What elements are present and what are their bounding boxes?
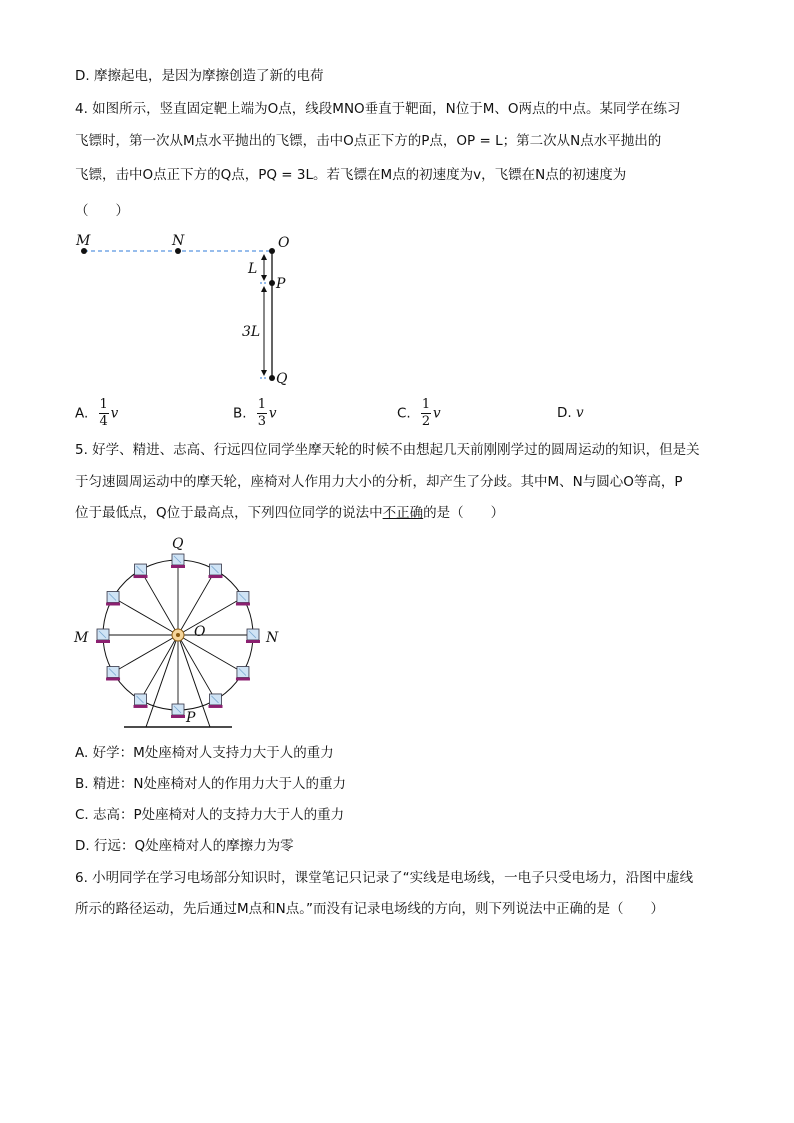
underlined-word: 不正确 [382, 505, 424, 521]
wheel-cabin-base [171, 715, 185, 718]
q5-stem-line-1: 5. 好学、精进、志高、行远四位同学坐摩天轮的时候不由想起几天前刚刚学过的圆周运动的知识，但是关 [75, 442, 700, 458]
wheel-cabin-base [236, 678, 250, 681]
q4-option-d[interactable]: D. v [557, 405, 584, 421]
q5-ferris-wheel-figure [72, 532, 279, 732]
fraction: $\frac{1}{2}$ [421, 397, 431, 429]
q5-label-m: M [74, 630, 89, 646]
q5-stem-line-2: 于匀速圆周运动中的摩天轮，座椅对人作用力大小的分析，却产生了分歧。其中M、N与圆心O等高，P [75, 474, 683, 490]
q4-option-c[interactable]: C. $\frac{1}{2}$ v [397, 397, 441, 429]
q4-label-3l: 3L [242, 324, 261, 340]
q4-point-p [269, 280, 275, 286]
wheel-cabin-base [106, 678, 120, 681]
q4-figure [70, 228, 310, 388]
wheel-cabin-base [134, 575, 148, 578]
q4-label-n: N [172, 233, 185, 249]
q4-option-b[interactable]: B. $\frac{1}{3}$ v [233, 397, 277, 429]
wheel-cabin-base [209, 705, 223, 708]
q6-stem-line-1: 6. 小明同学在学习电场部分知识时，课堂笔记只记录了“实线是电场线，一电子只受电场力，沿图中虚线 [75, 870, 694, 886]
wheel-cabin-base [209, 575, 223, 578]
q4-answer-bracket: （ ） [75, 203, 129, 219]
wheel-cabin-base [96, 640, 110, 643]
wheel-cabin-base [236, 603, 250, 606]
q5-label-q: Q [172, 536, 184, 552]
wheel-spoke [113, 635, 178, 673]
q4-label-l: L [248, 261, 258, 277]
q4-point-q [269, 375, 275, 381]
q5-label-o: O [194, 624, 206, 640]
q5-option-b[interactable]: B. 精进：N处座椅对人的作用力大于人的重力 [75, 776, 346, 792]
q5-stem-line-3: 位于最低点，Q位于最高点，下列四位同学的说法中不正确的是（ ） [75, 505, 505, 521]
q5-option-c[interactable]: C. 志高：P处座椅对人的支持力大于人的重力 [75, 807, 345, 823]
q5-label-p: P [186, 710, 196, 726]
q6-stem-line-2: 所示的路径运动，先后通过M点和N点。”而没有记录电场线的方向，则下列说法中正确的是（ ） [75, 901, 664, 917]
wheel-cabin-base [106, 603, 120, 606]
q3-option-d: D. 摩擦起电，是因为摩擦创造了新的电荷 [75, 68, 324, 84]
q5-option-a[interactable]: A. 好学：M处座椅对人支持力大于人的重力 [75, 745, 334, 761]
wheel-cabin-base [134, 705, 148, 708]
q4-stem-line-2: 飞镖时，第一次从M点水平抛出的飞镖，击中O点正下方的P点，OP = L；第二次从N点水平抛出的 [75, 133, 662, 149]
wheel-spoke [141, 570, 179, 635]
q4-label-q: Q [276, 371, 288, 387]
wheel-cabin-base [246, 640, 260, 643]
q4-stem-line-3: 飞镖，击中O点正下方的Q点，PQ = 3L。若飞镖在M点的初速度为v，飞镖在N点的初速度为 [75, 167, 627, 183]
wheel-cabin-base [171, 565, 185, 568]
q5-option-d[interactable]: D. 行远：Q处座椅对人的摩擦力为零 [75, 838, 294, 854]
q4-label-p: P [276, 276, 286, 292]
q4-label-o: O [278, 235, 290, 251]
fraction: $\frac{1}{3}$ [257, 397, 266, 429]
wheel-spoke [178, 635, 243, 673]
wheel-spoke [178, 598, 243, 636]
fraction: $\frac{1}{4}$ [99, 397, 108, 429]
wheel-spoke [113, 598, 178, 636]
q4-label-m: M [76, 233, 91, 249]
q5-label-n: N [266, 630, 279, 646]
q4-stem-line-1: 4. 如图所示，竖直固定靶上端为O点，线段MNO垂直于靶面，N位于M、O两点的中点。某同学在练习 [75, 101, 681, 117]
q4-option-a[interactable]: A. $\frac{1}{4}$ v [75, 397, 119, 429]
